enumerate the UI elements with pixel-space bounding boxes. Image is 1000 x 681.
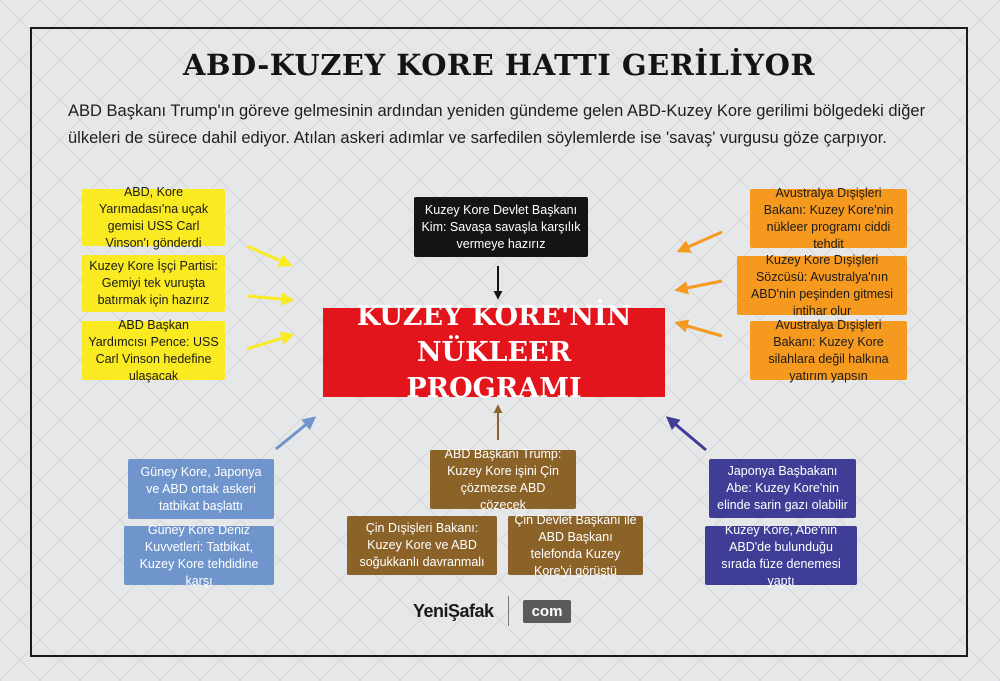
left-statement-box-1: ABD, Kore Yarımadası'na uçak gemisi USS Carl Vinson'ı gönderdi — [82, 189, 225, 246]
right-statement-box-1: Avustralya Dışişleri Bakanı: Kuzey Kore'nin nükleer programı ciddi tehdit — [750, 189, 907, 248]
blue-statement-box-2: Güney Kore Deniz Kuvvetleri: Tatbikat, Kuzey Kore tehdidine karşı — [124, 526, 274, 585]
right-statement-box-2: Kuzey Kore Dışişleri Sözcüsü: Avustralya'nın ABD'nin peşinden gitmesi intihar olur — [737, 256, 907, 315]
left-statement-box-2: Kuzey Kore İşçi Partisi: Gemiyi tek vuruşta batırmak için hazırız — [82, 255, 225, 312]
center-title-line-1: KUZEY KORE'NİN — [356, 300, 632, 332]
intro-paragraph: ABD Başkanı Trump'ın göreve gelmesinin ardından yeniden gündeme gelen ABD-Kuzey Kore gerilimi bölgedeki diğer ülkeleri de sürece dahil ediyor. Atılan askeri adımlar ve sarfedilen söylemlerde ise 'savaş' vurgusu göze çarpıyor. — [68, 102, 926, 147]
logo-brand: YeniŞafak — [413, 600, 494, 621]
brown-statement-box-3: Çin Devlet Başkanı ile ABD Başkanı telefonda Kuzey Kore'yi görüştü — [508, 516, 643, 575]
left-statement-box-3: ABD Başkan Yardımcısı Pence: USS Carl Vinson hedefine ulaşacak — [82, 321, 225, 380]
blue-statement-box-1: Güney Kore, Japonya ve ABD ortak askeri tatbikat başlattı — [128, 459, 274, 519]
yenisafak-logo — [413, 598, 571, 624]
center-topic-box — [323, 300, 665, 404]
kim-statement-box: Kuzey Kore Devlet Başkanı Kim: Savaşa savaşla karşılık vermeye hazırız — [414, 197, 588, 257]
navy-statement-box-2: Kuzey Kore, Abe'nin ABD'de bulunduğu sırada füze denemesi yaptı — [705, 526, 857, 585]
navy-statement-box-1: Japonya Başbakanı Abe: Kuzey Kore'nin elinde sarin gazı olabilir — [709, 459, 856, 518]
page-title: ABD-KUZEY KORE HATTI GERİLİYOR — [183, 48, 815, 82]
right-statement-box-3: Avustralya Dışişleri Bakanı: Kuzey Kore silahlara değil halkına yatırım yapsın — [750, 321, 907, 380]
center-title-line-2: NÜKLEER PROGRAMI — [406, 336, 582, 404]
logo-com-badge: com — [523, 600, 572, 623]
brown-statement-box-2: Çin Dışişleri Bakanı: Kuzey Kore ve ABD soğukkanlı davranmalı — [347, 516, 497, 575]
brown-statement-box-1: ABD Başkanı Trump: Kuzey Kore işini Çin çözmezse ABD çözecek — [430, 450, 576, 509]
logo-divider — [508, 596, 509, 626]
